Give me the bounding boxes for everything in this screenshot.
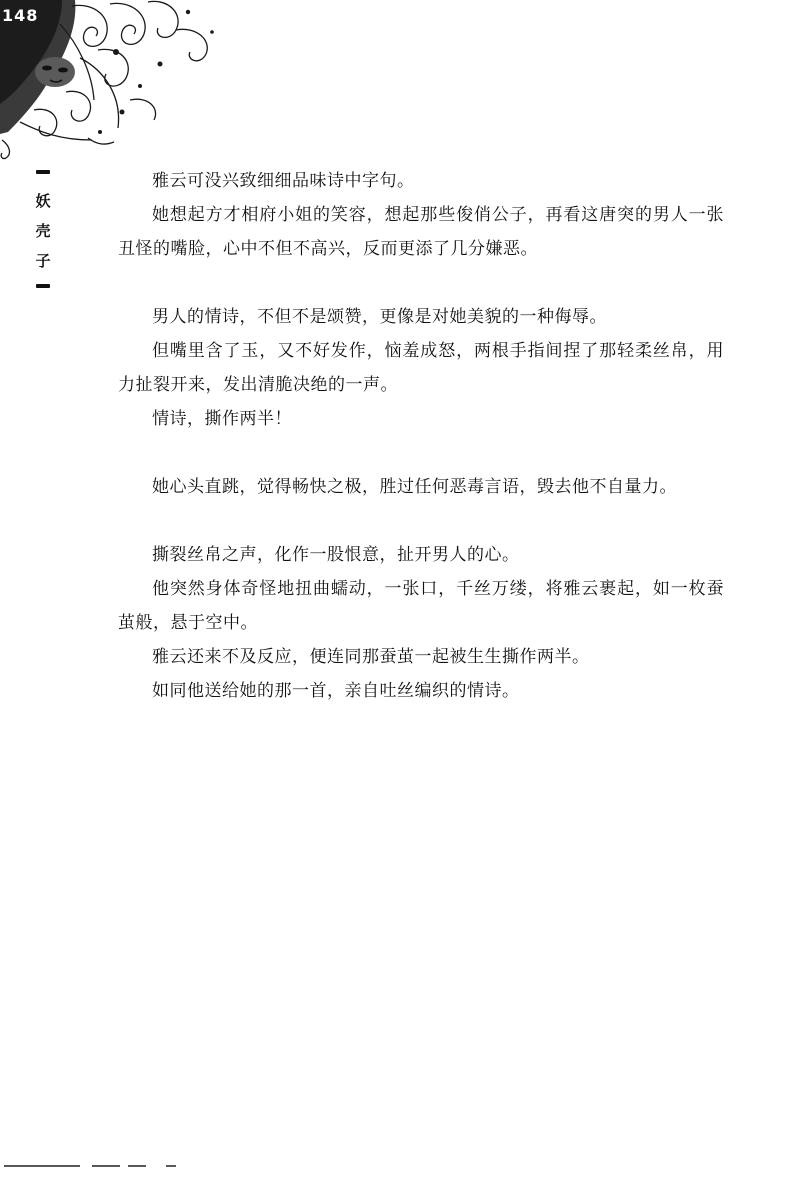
paragraph: 撕裂丝帛之声，化作一股恨意，扯开男人的心。 <box>152 545 520 565</box>
title-char: 妖 <box>35 192 51 210</box>
footer-scan-marks <box>0 1160 200 1170</box>
body-text <box>118 164 724 708</box>
paragraph: 他突然身体奇怪地扭曲蠕动，一张口，千丝万缕，将雅云裹起，如一枚蚕茧般，悬于空中。 <box>118 579 724 633</box>
paragraph: 她心头直跳，觉得畅快之极，胜过任何恶毒言语，毁去他不自量力。 <box>152 477 677 497</box>
running-title <box>32 170 54 288</box>
paragraph: 情诗，撕作两半！ <box>152 409 292 429</box>
paragraph: 雅云可没兴致细细品味诗中字句。 <box>152 171 415 191</box>
paragraph: 如同他送给她的那一首，亲自吐丝编织的情诗。 <box>152 681 520 701</box>
paragraph: 她想起方才相府小姐的笑容，想起那些俊俏公子，再看这唐突的男人一张丑怪的嘴脸，心中不但不高兴，反而更添了几分嫌恶。 <box>118 205 724 259</box>
paragraph: 但嘴里含了玉，又不好发作，恼羞成怒，两根手指间捏了那轻柔丝帛，用力扯裂开来，发出清脆决绝的一声。 <box>118 341 724 395</box>
title-char: 子 <box>35 252 51 270</box>
ornamental-swirl-face-icon <box>0 0 270 170</box>
title-char: 壳 <box>35 222 51 240</box>
title-bracket-bottom <box>36 284 50 288</box>
title-bracket-top <box>36 170 50 174</box>
paragraph: 雅云还来不及反应，便连同那蚕茧一起被生生撕作两半。 <box>152 647 590 667</box>
page-number: 148 <box>2 6 39 25</box>
paragraph: 男人的情诗，不但不是颂赞，更像是对她美貌的一种侮辱。 <box>152 307 607 327</box>
